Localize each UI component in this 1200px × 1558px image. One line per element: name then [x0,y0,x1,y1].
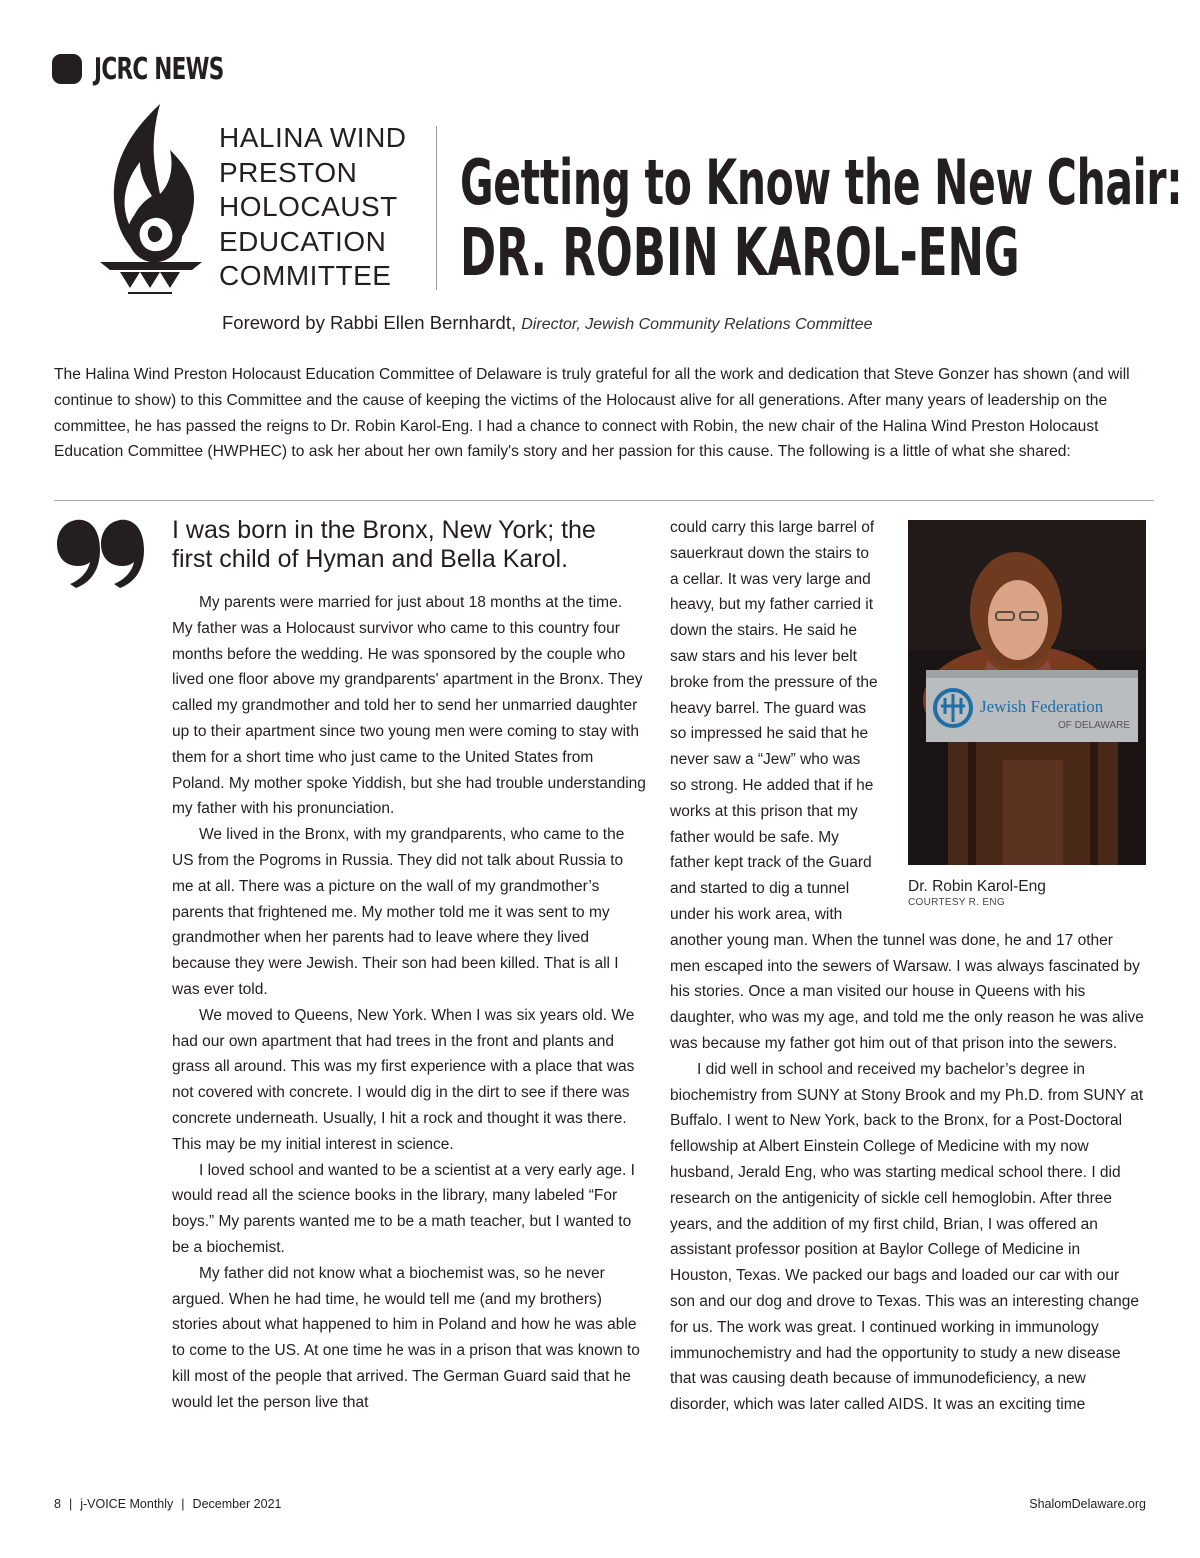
page-number: 8 [54,1497,61,1511]
section-tag [52,52,274,86]
article-paragraph: My father did not know what a biochemist was, so he never argued. When he had time, he would tell me (and my brothers) stories about what happened to him in Poland and how he was able to come to the US. At one time he was in a prison that was known to kill most of the people that arrived. The German Guard said that he would let the person live that [172,1264,640,1411]
headline-line-1: Getting to Know the New Chair: [460,146,1183,219]
header-divider [436,126,437,290]
article-paragraph: We lived in the Bronx, with my grandparents, who came to the US from the Pogroms in Russia. They did not talk about Russia to me at all. There was a picture on the wall of my grandmother’s parents that frightened me. My mother told me it was sent to my grandmother when her parents had to leave where they lived because they were Jewish. Their son had been killed. That is all I was ever told. [172,826,625,998]
article-lead: I was born in the Bronx, New York; the first child of Hyman and Bella Karol. [172,516,596,573]
article-paragraph: My parents were married for just about 18 months at the time. My father was a Holocaust survivor who came to this country four months before the wedding. He was sponsored by the couple who lived one floor above my grandparents' apartment in the Bronx. They called my grandmother and told her to send her unmarried daughter up to their apartment since two young men were coming to stay with them for a short time who just came to the United States from Poland. My mother spoke Yiddish, but she had trouble understanding my father with his pronunciation. [172,594,646,818]
committee-name-line: COMMITTEE [219,260,392,291]
podium-sign-text: Jewish Federation [980,697,1104,716]
footer-separator: | [181,1497,185,1511]
article-paragraph: could carry this large barrel of sauerkraut down the stairs to a cellar. It was very large and heavy, but my father carried it down the stairs. He said he saw stars and his lever belt broke from the pressure of the heavy barrel. The guard was so impressed he said that he never saw a “Jew” who was so strong. He added that if he works at this prison that my father would be safe. My father kept track of the Guard and started to dig a tunnel under his work area, with another young man. When the tunnel was done, he and 17 other men escaped into the sewers of Warsaw. I was always fascinated by his stories. Once a man visited our house in Queens with his daughter, who was my age, and told me the only reason he was alive was because my father got him out of that prison into the sewers. [670,519,1144,1052]
headline-line-2: DR. ROBIN KAROL-ENG [460,214,1020,291]
podium-sign-subtext: OF DELAWARE [1058,720,1131,731]
article-column-2 [670,515,1146,1418]
photo-caption: Dr. Robin Karol-Eng [908,878,1046,895]
section-label: JCRC NEWS [94,51,224,87]
committee-name-line: HALINA WIND [219,122,407,153]
photo-figure [908,520,1146,920]
issue-date: December 2021 [192,1497,282,1511]
foreword-byline [222,312,872,334]
page-footer [54,1497,282,1511]
flame-logo-icon [90,102,208,294]
article-paragraph: We moved to Queens, New York. When I was six years old. We had our own apartment that had trees in the front and plants and grass all around. This was my first experience with a place that was not covered with concrete. I would dig in the dirt to see if there was concrete underneath. Usually, I hit a rock and thought it was there. This may be my initial interest in science. [172,1006,635,1153]
article-column-1 [172,590,646,1416]
committee-name-line: EDUCATION [219,225,387,257]
speaker-photo [908,520,1146,865]
article-paragraph: I loved school and wanted to be a scientist at a very early age. I would read all the science books in the library, many labeled “For boys.” My parents wanted me to be a math teacher, but I wanted to be a biochemist. [172,1161,635,1256]
photo-credit: COURTESY R. ENG [908,897,1005,908]
committee-name-line: PRESTON [219,156,358,188]
foreword-role: Director, Jewish Community Relations Committee [521,316,873,333]
section-divider [54,500,1154,501]
intro-paragraph: The Halina Wind Preston Holocaust Education Committee of Delaware is truly grateful for all the work and dedication that Steve Gonzer has shown (and will continue to show) to this Committee and the cause of keeping the victims of the Holocaust alive for all generations. After many years of leadership on the committee, he has passed the reigns to Dr. Robin Karol-Eng. I had a chance to connect with Robin, the new chair of the Halina Wind Preston Holocaust Education Committee (HWPHEC) to ask her about her own family's story and her passion for this cause. The following is a little of what she shared: [54,366,1130,461]
photo-illustration [908,520,1146,865]
committee-name-line: HOLOCAUST [219,191,398,222]
section-bullet-icon [52,54,82,84]
foreword-author: Foreword by Rabbi Ellen Bernhardt [222,312,511,333]
article-paragraph: I did well in school and received my bachelor’s degree in biochemistry from SUNY at Stony Brook and my Ph.D. from SUNY at Buffalo. I went to New York, back to the Bronx, for a Post-Doctoral fellowship at Albert Einstein College of Medicine with my now husband, Jerald Eng, who was starting medical school there. I did research on the antigenicity of sickle cell hemoglobin. After three years, and the addition of my first child, Brian, I was offered an assistant professor position at Baylor College of Medicine in Houston, Texas. We packed our bags and loaded our car with our son and our dog and drove to Texas. This was an interesting change for us. The work was great. I continued working in immunology immunochemistry and had the opportunity to study a new disease that was causing death because of immunodeficiency, a new disorder, which was later called AIDS. It was an exciting time [670,1060,1144,1414]
quote-mark-icon [56,518,146,588]
committee-name [219,121,429,294]
website-link[interactable]: ShalomDelaware.org [1029,1497,1146,1511]
footer-separator: | [68,1497,73,1511]
foreword-comma: , [510,312,517,333]
publication-name: j-VOICE Monthly [80,1497,174,1511]
article-headline [460,146,1183,291]
